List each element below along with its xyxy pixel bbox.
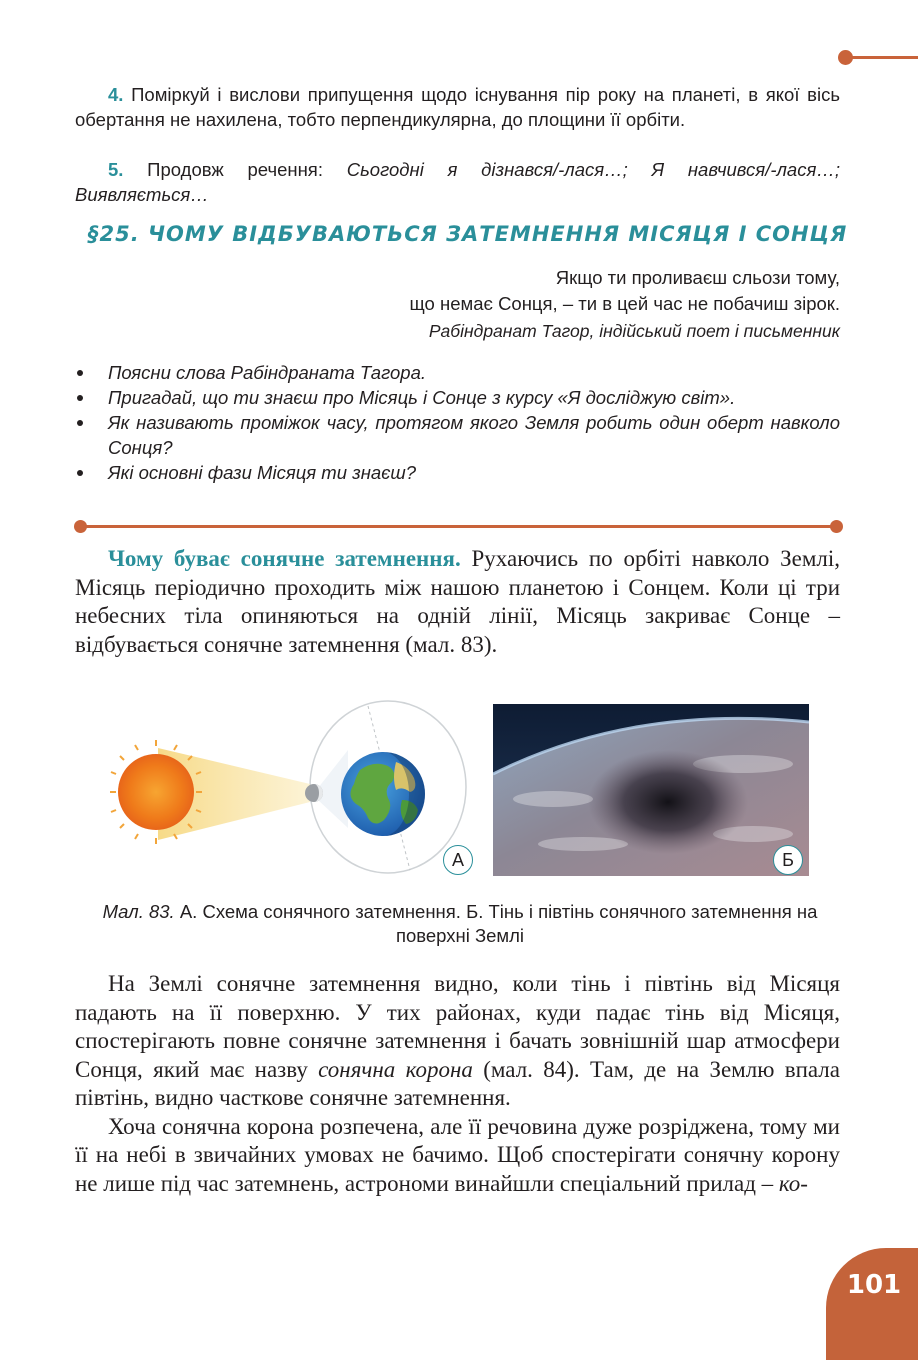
sun <box>118 754 194 830</box>
paragraph-corona: Хоча сонячна корона розпечена, але її речовина дуже розріджена, тому ми її на небі в звичайних умовах не бачимо. Щоб спостерігати сонячну корону не лише під час затемнень, астрономи винайшли спеціальний прилад – <box>75 1113 840 1196</box>
question-item: Як називають проміжок часу, протягом якого Земля робить один оберт навколо Сонця? <box>75 410 840 460</box>
task-5 <box>75 157 840 207</box>
paragraph-text: На Землі сонячне затемнення видно, коли тінь і півтінь від Місяця падають на її поверхню. У тих районах, куди падає тінь від Місяця, спостерігають повне сонячне затемнення і бачать зовнішній шар атмосфери Сонця, який має назву <box>75 971 840 1082</box>
figure-label-b: Б <box>773 845 803 875</box>
top-rule-dot <box>838 50 853 65</box>
epigraph-author: Рабіндранат Тагор, індійський поет і письменник <box>428 321 840 341</box>
figure-caption-ref: Мал. 83. <box>102 901 175 922</box>
epigraph-line-2: що немає Сонця, – ти в цей час не побачиш зірок. <box>409 293 840 314</box>
paragraph-lead: Чому буває сонячне затемнення. <box>108 546 461 571</box>
paragraph-solar-eclipse <box>75 545 840 659</box>
figure-label-a: А <box>443 845 473 875</box>
separator-dot-right <box>830 520 843 533</box>
task-4 <box>75 82 840 132</box>
warmup-questions <box>75 360 840 485</box>
epigraph-line-1: Якщо ти проливаєш сльози тому, <box>555 267 840 288</box>
paragraph-tail: ко- <box>778 1170 808 1196</box>
question-item: Поясни слова Рабіндраната Тагора. <box>75 360 840 385</box>
figure-caption <box>100 900 820 948</box>
page-number: 101 <box>846 1270 902 1300</box>
moon-shadow <box>588 750 748 854</box>
task-text-italic: Сьогодні я дізнався/-лася…; Я навчився/-лася…; Виявляється… <box>75 159 840 205</box>
eclipse-shadow-photo <box>493 704 809 876</box>
separator-dot-left <box>74 520 87 533</box>
eclipse-scheme-figure <box>110 700 480 880</box>
paragraph-text-continued: (мал. 84). Там, де на Землю впала півтінь, видно часткове сонячне затемнення. <box>75 1056 840 1110</box>
paragraph-shadow <box>75 970 840 1198</box>
top-rule <box>846 56 918 59</box>
task-text: Поміркуй і вислови припущення щодо існування пір року на планеті, в якої вісь обертання не нахилена, тобто перпендикулярна, до площини її орбіти. <box>75 84 840 130</box>
section-heading: §25. ЧОМУ ВІДБУВАЮТЬСЯ ЗАТЕМНЕННЯ МІСЯЦЯ І СОНЦЯ <box>88 222 848 246</box>
paragraph-text: Рухаючись по орбіті навколо Землі, Місяць періодично проходить між нашою планетою і Сонцем. Коли ці три небесних тіла опиняються на одній лінії, Місяць закриває Сонце – відбувається сонячне затемнення (мал. 83). <box>75 546 840 657</box>
term-solar-corona: сонячна корона <box>318 1056 473 1082</box>
task-number: 4. <box>108 84 124 105</box>
separator-line <box>78 525 838 528</box>
question-item: Які основні фази Місяця ти знаєш? <box>75 460 840 485</box>
task-number: 5. <box>108 159 124 180</box>
figure-caption-text: А. Схема сонячного затемнення. Б. Тінь і півтінь сонячного затемнення на поверхні Землі <box>174 901 818 946</box>
question-item: Пригадай, що ти знаєш про Місяць і Сонце з курсу «Я досліджую світ». <box>75 385 840 410</box>
page-number-tab <box>826 1248 918 1360</box>
task-text: Продовж речення: <box>123 159 347 180</box>
